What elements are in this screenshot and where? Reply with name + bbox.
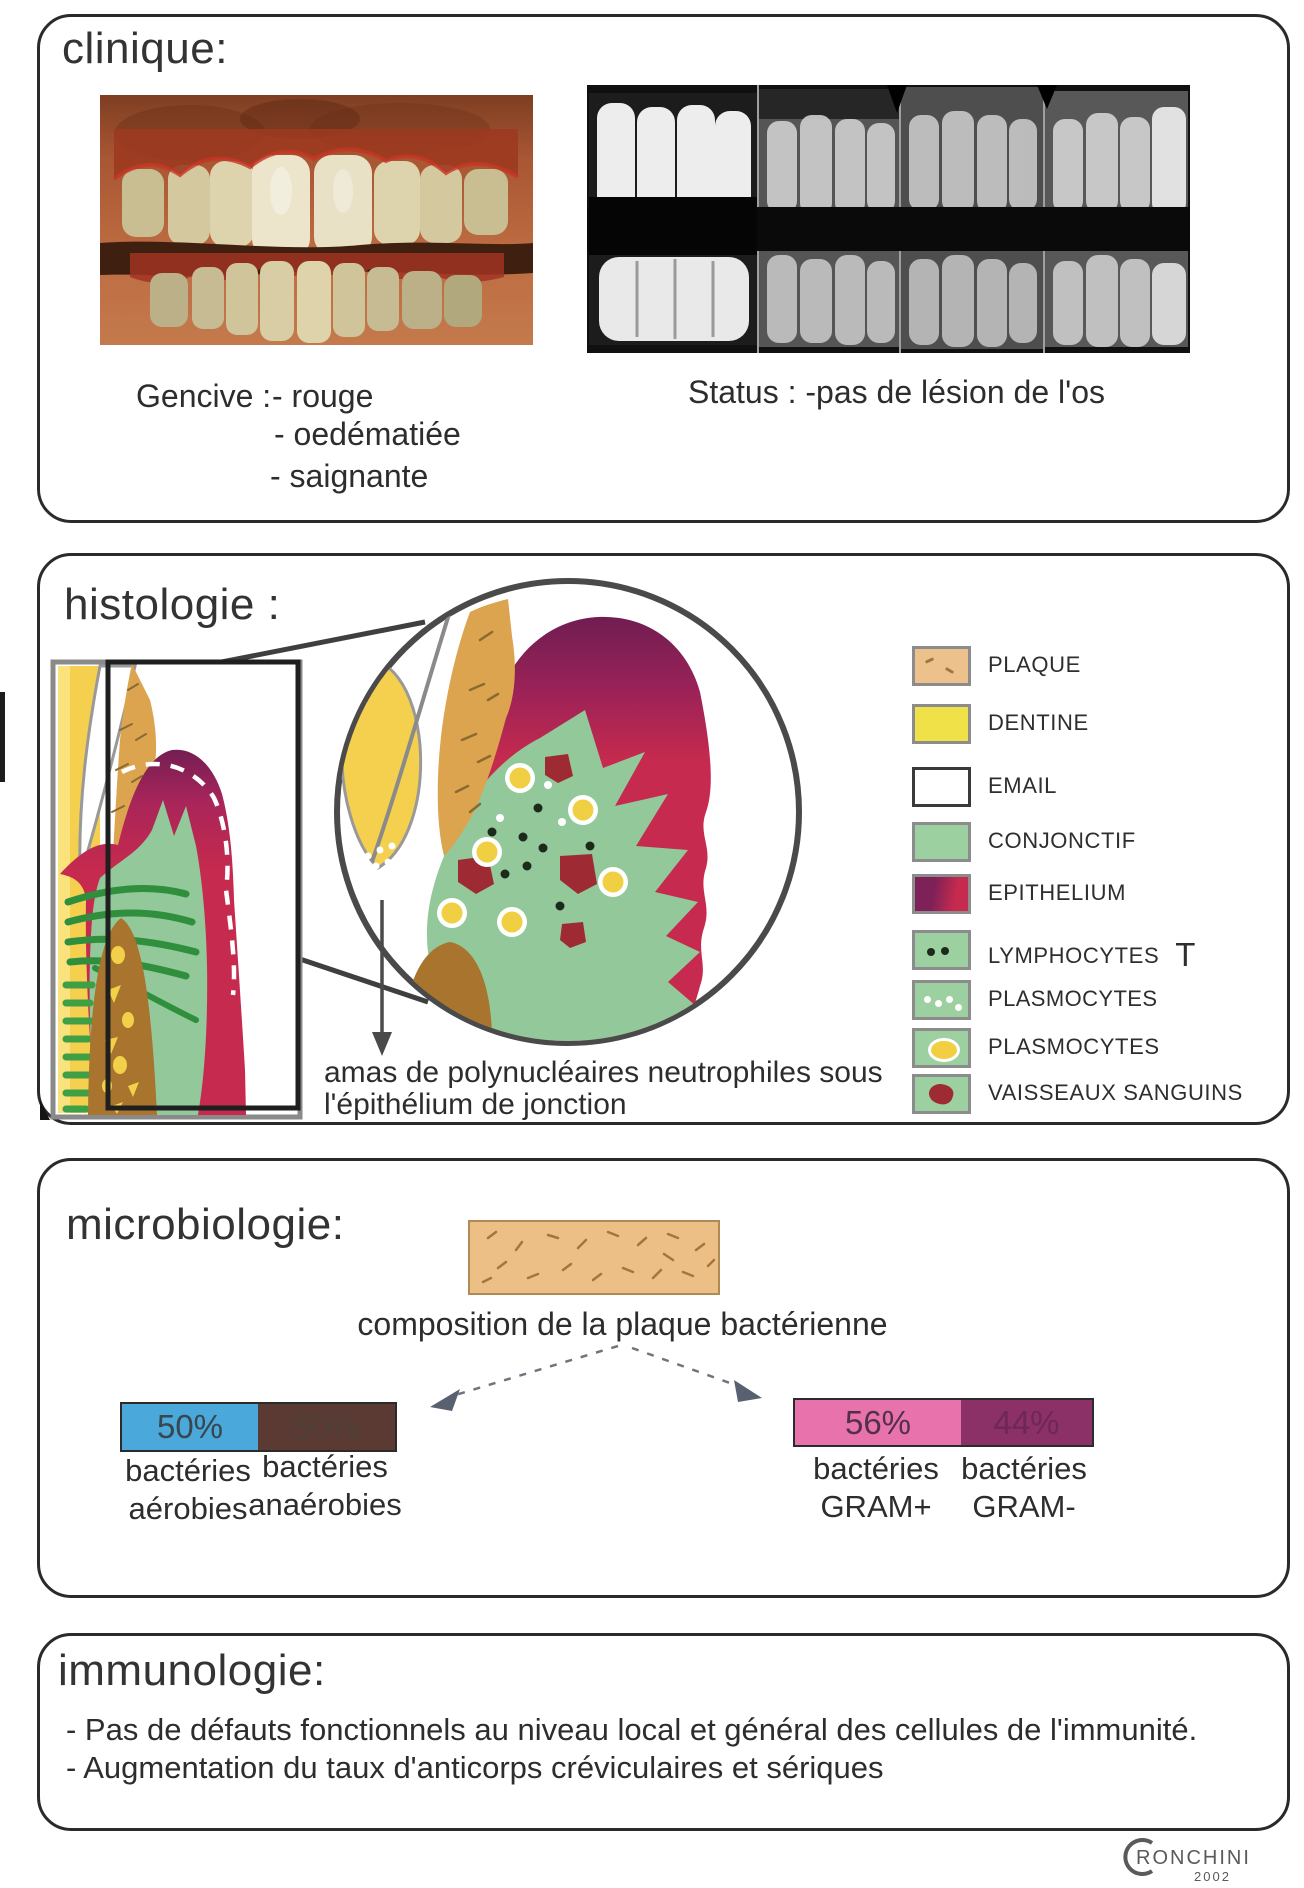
plasmocytes-swatch — [912, 1028, 971, 1068]
gencive-item-rouge: - rouge — [272, 378, 374, 414]
lymphocytes-swatch — [912, 930, 971, 970]
legend-label: CONJONCTIF — [988, 828, 1136, 853]
vaisseaux-swatch — [912, 1074, 971, 1114]
microbiologie-title: microbiologie: — [66, 1200, 345, 1249]
conjonctif-swatch — [912, 822, 971, 862]
immunologie-title: immunologie: — [58, 1646, 326, 1695]
scan-edge-artifact — [0, 692, 5, 782]
plaque-composition-caption: composition de la plaque bactérienne — [357, 1306, 888, 1342]
legend-label: LYMPHOCYTES T — [988, 936, 1196, 973]
credit-year: 2002 — [1194, 1869, 1231, 1884]
immunologie-line2: - Augmentation du taux d'anticorps créviculaires et sériques — [66, 1750, 884, 1785]
clinique-title: clinique: — [62, 24, 228, 73]
polynucleaires-swatch — [912, 980, 971, 1020]
segment-value: 56% — [844, 1403, 912, 1441]
divergence-arrows — [400, 1328, 820, 1420]
gencive-item-saignante: - saignante — [270, 458, 429, 494]
legend-label: PLAQUE — [988, 652, 1081, 677]
email-swatch — [912, 767, 971, 807]
segment-value: 50% — [293, 1408, 360, 1445]
segment-value: 44% — [993, 1403, 1060, 1441]
bar-segment-gram-minus — [961, 1400, 1092, 1445]
legend-label: PLASMOCYTES — [988, 986, 1158, 1011]
gingiva-photo — [100, 95, 533, 345]
bar-segment-anaerobies — [258, 1404, 395, 1450]
xray-status-image — [587, 85, 1190, 353]
legend-label: VAISSEAUX SANGUINS — [988, 1080, 1243, 1105]
label-bacteries-gram-plus: bactéries GRAM+ — [813, 1451, 939, 1524]
aerobie-anaerobie-bar — [120, 1402, 397, 1452]
credit-name: RONCHINI — [1136, 1847, 1251, 1869]
label-bacteries-gram-minus: bactéries GRAM- — [961, 1451, 1087, 1524]
segment-value: 50% — [156, 1408, 224, 1445]
legend-label: DENTINE — [988, 710, 1089, 735]
lymphocytes-t-suffix: T — [1175, 936, 1196, 973]
legend-label: EPITHELIUM — [988, 880, 1127, 905]
gencive-label: Gencive : — [136, 378, 272, 414]
ronchini-logo — [1112, 1832, 1272, 1886]
status-text: Status : -pas de lésion de l'os — [688, 374, 1106, 410]
legend-label: PLASMOCYTES — [988, 1034, 1160, 1059]
histology-diagram — [40, 560, 840, 1120]
bar-segment-aerobies — [122, 1404, 258, 1450]
gencive-item-oedematiee: - oedématiée — [274, 416, 461, 452]
label-bacteries-anaerobies: bactéries anaérobies — [248, 1449, 402, 1522]
plaque-sample-icon — [468, 1220, 720, 1295]
plaque-swatch — [912, 646, 971, 686]
legend-label: EMAIL — [988, 773, 1058, 798]
gram-bar — [793, 1398, 1094, 1447]
label-bacteries-aerobies: bactéries aérobies — [125, 1453, 251, 1526]
annotation-line1: amas de polynucléaires neutrophiles sous — [324, 1056, 883, 1089]
immunologie-line1: - Pas de défauts fonctionnels au niveau local et général des cellules de l'immunité. — [66, 1712, 1198, 1747]
bar-segment-gram-plus — [795, 1400, 961, 1445]
annotation-line2: l'épithélium de jonction — [324, 1088, 627, 1121]
epithelium-swatch — [912, 874, 971, 914]
dentine-swatch — [912, 704, 971, 744]
histologie-title: histologie : — [64, 580, 281, 629]
